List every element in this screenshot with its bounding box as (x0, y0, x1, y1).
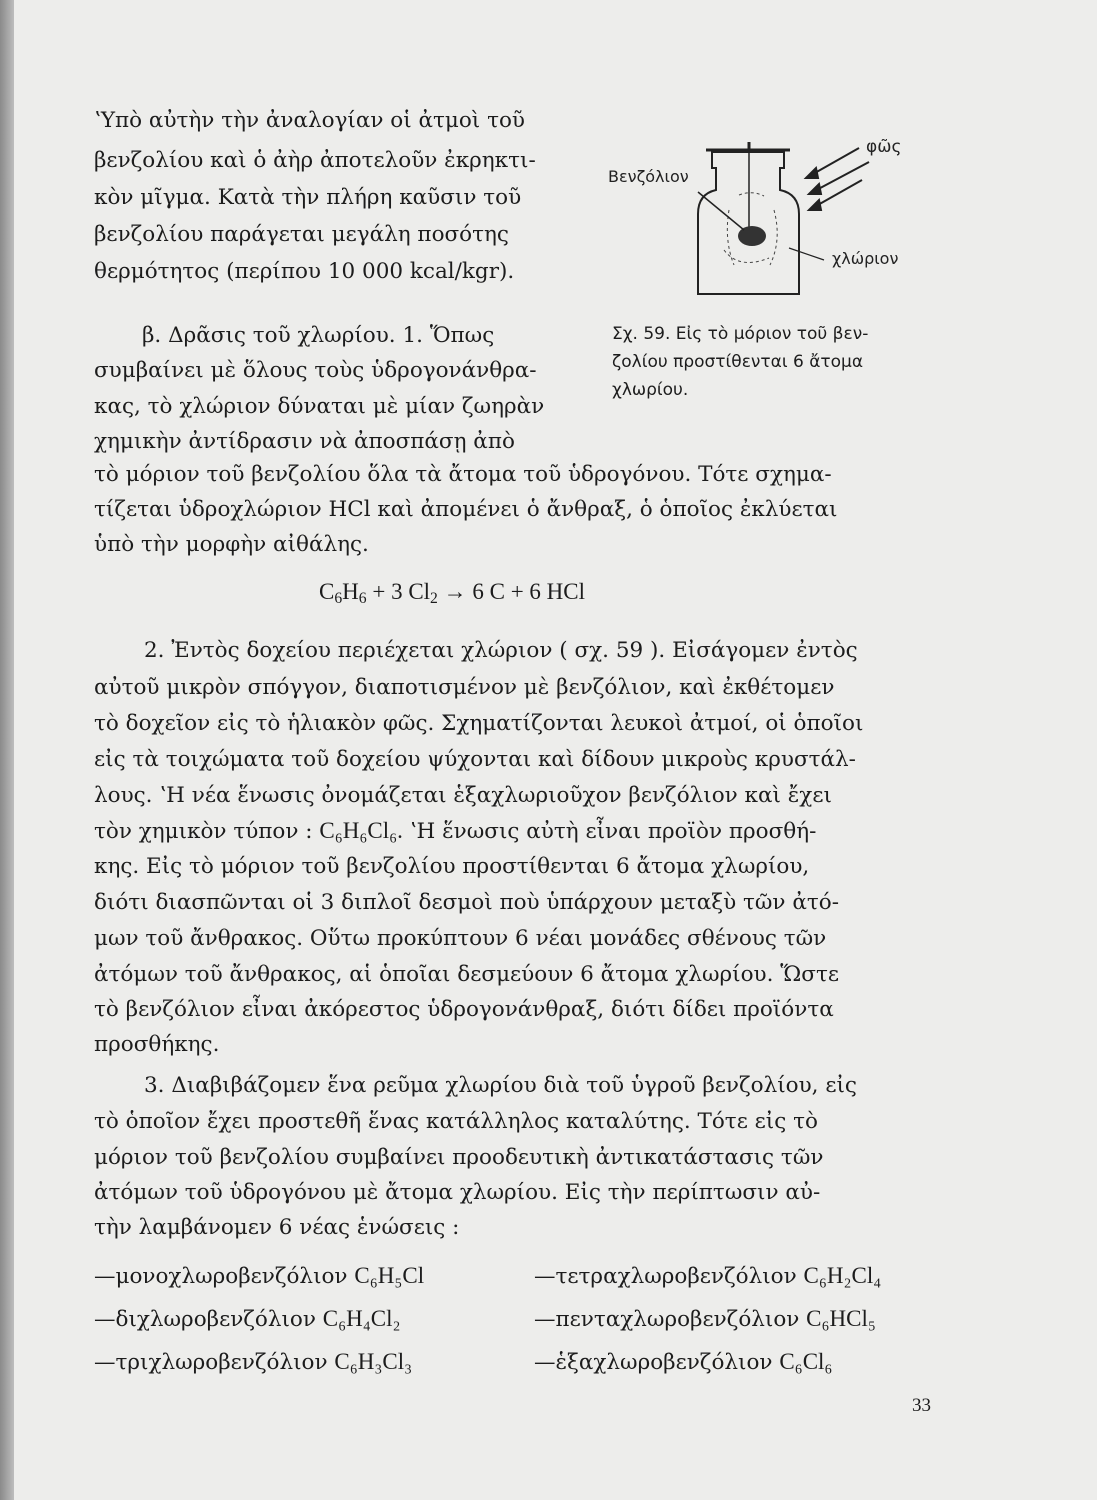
para2-formula-line: τὸν χημικὸν τύπον : C₆H₆Cl₆. ʽΗ ἕνωσις αὐτὴ εἶναι προϊὸν προσθή- (94, 818, 817, 844)
pointer-benzene (698, 192, 744, 230)
arrow-icon: → (443, 579, 467, 604)
figure-caption-line: ζολίου προστίθενται 6 ἄτομα (612, 352, 864, 372)
para2-line: κης. Εἰς τὸ μόριον τοῦ βενζολίου προστίθενται 6 ἄτομα χλωρίου, (94, 854, 810, 879)
para1-line: χημικὴν ἀντίδρασιν νὰ ἀποσπάσῃ ἀπὸ (94, 429, 515, 454)
para2-line: εἰς τὰ τοιχώματα τοῦ δοχείου ψύχονται καὶ δίδουν μικροὺς κρυστάλ- (94, 747, 856, 772)
compound-item: —διχλωροβενζόλιον C₆H₄Cl₂ (94, 1306, 401, 1332)
label-chlorine: χλώριον (832, 249, 899, 268)
para2-line: τὸ δοχεῖον εἰς τὸ ἡλιακὸν φῶς. Σχηματίζονται λευκοὶ ἀτμοί, οἱ ὁποῖοι (94, 711, 864, 736)
intro-line: θερμότητος (περίπου 10 000 kcal/kgr). (94, 259, 515, 284)
pointer-chlorine (789, 248, 824, 260)
compound-item: —τριχλωροβενζόλιον C₆H₃Cl₃ (94, 1349, 413, 1375)
para1-line: συμβαίνει μὲ ὅλους τοὺς ὑδρογονάνθρα- (94, 358, 537, 383)
compound-item: —μονοχλωροβενζόλιον C₆H₅Cl (94, 1263, 425, 1289)
formula-hexachloride: C₆H₆Cl₆. (319, 818, 403, 843)
para1-line: ὑπὸ τὴν μορφὴν αἰθάλης. (94, 532, 369, 557)
para2-line: μων τοῦ ἄνθρακος. Οὕτω προκύπτουν 6 νέαι μονάδες σθένους τῶν (94, 926, 827, 951)
para1-line: τίζεται ὑδροχλώριον HCl καὶ ἀπομένει ὁ ἄνθραξ, ὁ ὁποῖος ἐκλύεται (94, 497, 838, 522)
para3-line: ἀτόμων τοῦ ὑδρογόνου μὲ ἄτομα χλωρίου. Εἰς τὴν περίπτωσιν αὐ- (94, 1180, 821, 1205)
reaction-equation: $C_6H_6 + 3$ $Cl_2 \to 6$ C + 6 HCl (319, 579, 586, 607)
para3-line: τὸ ὁποῖον ἔχει προστεθῆ ἕνας κατάλληλος καταλύτης. Τότε εἰς τὸ (94, 1109, 818, 1134)
page-number: 33 (912, 1395, 931, 1416)
para2-line: αὐτοῦ μικρὸν σπόγγον, διαποτισμένον μὲ βενζόλιον, καὶ ἐκθέτομεν (94, 675, 835, 700)
para3-line: μόριον τοῦ βενζολίου συμβαίνει προοδευτικὴ ἀντικατάστασις τῶν (94, 1145, 824, 1170)
para1-start: 1. Ὅπως (402, 323, 495, 348)
book-page (14, 0, 1097, 1500)
intro-line: βενζολίου παράγεται μεγάλη ποσότης (94, 222, 509, 247)
label-benzene: Βενζόλιον (608, 167, 689, 186)
compound-item: —πενταχλωροβενζόλιον C₆HCl₅ (534, 1306, 876, 1332)
intro-line: βενζολίου καὶ ὁ ἀὴρ ἀποτελοῦν ἐκρηκτι- (94, 148, 536, 173)
para1-line: τὸ μόριον τοῦ βενζολίου ὅλα τὰ ἄτομα τοῦ ὑδρογόνου. Τότε σχημα- (94, 462, 832, 487)
compound-item: —τετραχλωροβενζόλιον C₆H₂Cl₄ (534, 1263, 882, 1289)
figure-caption-line: Σχ. 59. Εἰς τὸ μόριον τοῦ βεν- (612, 324, 869, 344)
para2-line: ἀτόμων τοῦ ἄνθρακος, αἱ ὁποῖαι δεσμεύουν 6 ἄτομα χλωρίου. Ὥστε (94, 962, 839, 987)
para2-line: λους. ʽΗ νέα ἕνωσις ὀνομάζεται ἑξαχλωριοῦχον βενζόλιον καὶ ἔχει (94, 783, 832, 808)
compound-item: —ἑξαχλωροβενζόλιον C₆Cl₆ (534, 1349, 833, 1375)
para2-line: τὸ βενζόλιον εἶναι ἀκόρεστος ὑδρογονάνθραξ, διότι δίδει προϊόντα (94, 997, 834, 1022)
light-arrows (806, 148, 869, 210)
para3-line: τὴν λαμβάνομεν 6 νέας ἑνώσεις : (94, 1215, 460, 1240)
para2-line: προσθήκης. (94, 1032, 220, 1057)
section-heading-line (142, 321, 494, 350)
para1-line: κας, τὸ χλώριον δύναται μὲ μίαν ζωηρὰν (94, 394, 545, 419)
para2-line: διότι διασπῶνται οἱ 3 διπλοῖ δεσμοὶ ποὺ ὑπάρχουν μεταξὺ τῶν ἀτό- (94, 890, 839, 915)
label-light: φῶς (866, 137, 902, 157)
figure-caption-line: χλωρίου. (612, 380, 689, 400)
para3-line: 3. Διαβιβάζομεν ἕνα ρεῦμα χλωρίου διὰ τοῦ ὑγροῦ βενζολίου, εἰς (144, 1073, 857, 1098)
para2-line: 2. Ἐντὸς δοχείου περιέχεται χλώριον ( σχ. 59 ). Εἰσάγομεν ἐντὸς (144, 638, 858, 663)
section-heading: β. Δρᾶσις τοῦ χλωρίου. (142, 323, 396, 348)
figure-chlorine-benzene (594, 130, 934, 310)
intro-line: κὸν μῖγμα. Κατὰ τὴν πλήρη καῦσιν τοῦ (94, 185, 522, 210)
page-binding-edge (0, 0, 14, 1500)
intro-line: ʽΥπὸ αὐτὴν τὴν ἀναλογίαν οἱ ἀτμοὶ τοῦ (94, 108, 525, 133)
